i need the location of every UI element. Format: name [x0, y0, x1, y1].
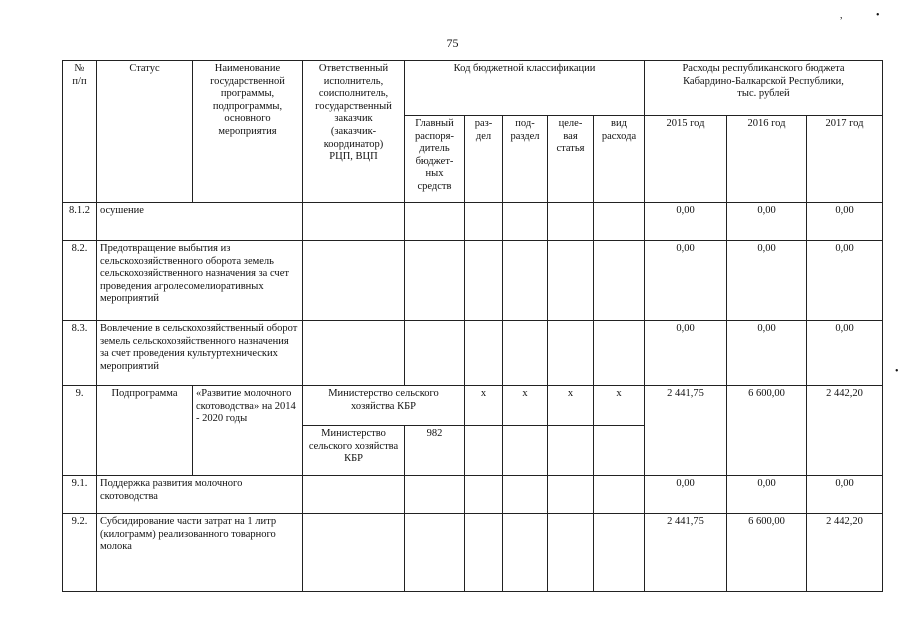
value-2017: 2 442,20	[807, 514, 883, 592]
code-mark: х	[548, 386, 594, 426]
header-year-2017: 2017 год	[807, 116, 883, 203]
value-2015: 2 441,75	[645, 514, 727, 592]
code-mark: х	[503, 386, 548, 426]
value-2017: 0,00	[807, 476, 883, 514]
header-year-2015: 2015 год	[645, 116, 727, 203]
value-2016: 0,00	[727, 321, 807, 386]
header-name: Наименование государственной программы, подпрограммы, основного мероприятия	[193, 61, 303, 203]
row-text: Предотвращение выбытия из сельскохозяйственного оборота земель сельскохозяйственного назначения за счет проведения агролесомелиоративных мероприятий	[97, 241, 303, 321]
row-name: «Развитие молочного скотоводства» на 2014 - 2020 годы	[193, 386, 303, 476]
value-2017: 2 442,20	[807, 386, 883, 476]
table-row	[63, 386, 883, 426]
header-section: раз- дел	[465, 116, 503, 203]
header-subsection: под- раздел	[503, 116, 548, 203]
row-num: 8.1.2	[63, 203, 97, 241]
scan-mark: ,	[840, 10, 843, 21]
chief-manager-code: 982	[405, 426, 465, 476]
header-row	[63, 61, 883, 116]
scan-mark: •	[895, 366, 899, 377]
header-expense-type: вид расхода	[594, 116, 645, 203]
header-status: Статус	[97, 61, 193, 203]
row-text: Субсидирование части затрат на 1 литр (килограмм) реализованного товарного молока	[97, 514, 303, 592]
row-num: 9.1.	[63, 476, 97, 514]
header-target-item: целе- вая статья	[548, 116, 594, 203]
value-2016: 6 600,00	[727, 386, 807, 476]
header-expenses: Расходы республиканского бюджета Кабардино-Балкарской Республики, тыс. рублей	[645, 61, 883, 116]
table-row	[63, 241, 883, 321]
row-num: 8.3.	[63, 321, 97, 386]
row-num: 9.2.	[63, 514, 97, 592]
row-responsible: Министерство сельского хозяйства КБР	[303, 426, 405, 476]
table-row	[63, 476, 883, 514]
value-2017: 0,00	[807, 241, 883, 321]
header-responsible: Ответственный исполнитель, соисполнитель, государственный заказчик (заказчик- координатор) РЦП, ВЦП	[303, 61, 405, 203]
row-responsible: Министерство сельского хозяйства КБР	[303, 386, 465, 426]
code-mark: х	[465, 386, 503, 426]
value-2015: 0,00	[645, 476, 727, 514]
header-budget-code: Код бюджетной классификации	[405, 61, 645, 116]
value-2015: 0,00	[645, 203, 727, 241]
header-year-2016: 2016 год	[727, 116, 807, 203]
value-2016: 6 600,00	[727, 514, 807, 592]
table-row	[63, 321, 883, 386]
value-2017: 0,00	[807, 203, 883, 241]
value-2015: 0,00	[645, 241, 727, 321]
value-2015: 2 441,75	[645, 386, 727, 476]
row-text: Поддержка развития молочного скотоводства	[97, 476, 303, 514]
value-2015: 0,00	[645, 321, 727, 386]
row-text: осушение	[97, 203, 303, 241]
header-chief-manager: Главный распоря- дитель бюджет- ных средств	[405, 116, 465, 203]
page-number: 75	[446, 36, 459, 50]
value-2016: 0,00	[727, 476, 807, 514]
row-status: Подпрограмма	[97, 386, 193, 476]
value-2016: 0,00	[727, 241, 807, 321]
scan-mark: •	[876, 10, 880, 21]
header-num: № п/п	[63, 61, 97, 203]
row-num: 8.2.	[63, 241, 97, 321]
value-2016: 0,00	[727, 203, 807, 241]
value-2017: 0,00	[807, 321, 883, 386]
budget-table	[62, 60, 883, 592]
table-row	[63, 514, 883, 592]
row-text: Вовлечение в сельскохозяйственный оборот земель сельскохозяйственного назначения за счет проведения культуртехнических мероприятий	[97, 321, 303, 386]
table-row	[63, 203, 883, 241]
row-num: 9.	[63, 386, 97, 476]
code-mark: х	[594, 386, 645, 426]
